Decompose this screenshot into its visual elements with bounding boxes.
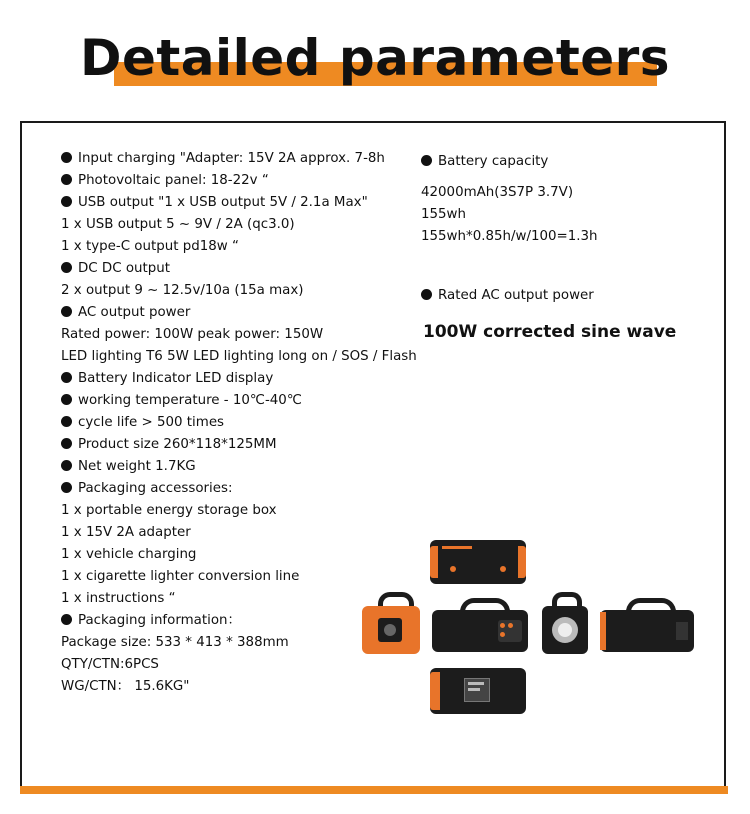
ac-output-value: 100W corrected sine wave bbox=[423, 322, 677, 342]
list-item: Net weight 1.7KG bbox=[61, 456, 431, 478]
list-item: Packaging accessories: bbox=[61, 478, 431, 500]
list-item: QTY/CTN:6PCS bbox=[61, 657, 159, 672]
list-item: Product size 260*118*125MM bbox=[61, 434, 431, 456]
list-item: 1 x type-C output pd18w “ bbox=[61, 239, 239, 254]
battery-capacity-line: 155wh bbox=[421, 207, 466, 222]
list-item: Packaging information： bbox=[61, 610, 431, 632]
page-title: Detailed parameters bbox=[79, 29, 671, 87]
list-item: 2 x output 9 ~ 12.5v/10a (15a max) bbox=[61, 283, 304, 298]
list-item: working temperature - 10℃-40℃ bbox=[61, 390, 431, 412]
list-item: cycle life > 500 times bbox=[61, 412, 431, 434]
list-item: 1 x 15V 2A adapter bbox=[61, 525, 191, 540]
device-side-ac-image bbox=[360, 592, 422, 656]
device-bottom-view-image bbox=[430, 668, 526, 714]
list-item: Photovoltaic panel: 18-22v “ bbox=[61, 170, 431, 192]
device-side-light-image bbox=[542, 592, 588, 656]
list-item: AC output power bbox=[61, 302, 431, 324]
device-top-view-image bbox=[430, 540, 526, 584]
list-item: 1 x instructions “ bbox=[61, 591, 176, 606]
list-item: LED lighting T6 5W LED lighting long on / SOS / Flash bbox=[61, 349, 417, 364]
list-item: DC DC output bbox=[61, 258, 431, 280]
list-item: 1 x USB output 5 ~ 9V / 2A (qc3.0) bbox=[61, 217, 295, 232]
battery-capacity-line: 42000mAh(3S7P 3.7V) bbox=[421, 185, 574, 200]
bottom-accent-bar bbox=[20, 786, 728, 794]
list-item: Rated power: 100W peak power: 150W bbox=[61, 327, 324, 342]
list-item: WG/CTN： 15.6KG" bbox=[61, 679, 190, 694]
list-item: 1 x vehicle charging bbox=[61, 547, 197, 562]
battery-capacity-line: 155wh*0.85h/w/100=1.3h bbox=[421, 229, 598, 244]
list-item: Package size: 533 * 413 * 388mm bbox=[61, 635, 289, 650]
device-back-view-image bbox=[600, 598, 694, 654]
battery-capacity-heading: Battery capacity bbox=[421, 154, 548, 169]
ac-output-heading: Rated AC output power bbox=[421, 288, 594, 303]
list-item: Battery Indicator LED display bbox=[61, 368, 431, 390]
device-front-view-image bbox=[432, 598, 528, 654]
list-item: Input charging "Adapter: 15V 2A approx. 7-8h bbox=[61, 148, 431, 170]
list-item: 1 x portable energy storage box bbox=[61, 503, 277, 518]
title-area bbox=[0, 24, 750, 94]
list-item: 1 x cigarette lighter conversion line bbox=[61, 569, 300, 584]
list-item: USB output "1 x USB output 5V / 2.1a Max" bbox=[61, 192, 431, 214]
